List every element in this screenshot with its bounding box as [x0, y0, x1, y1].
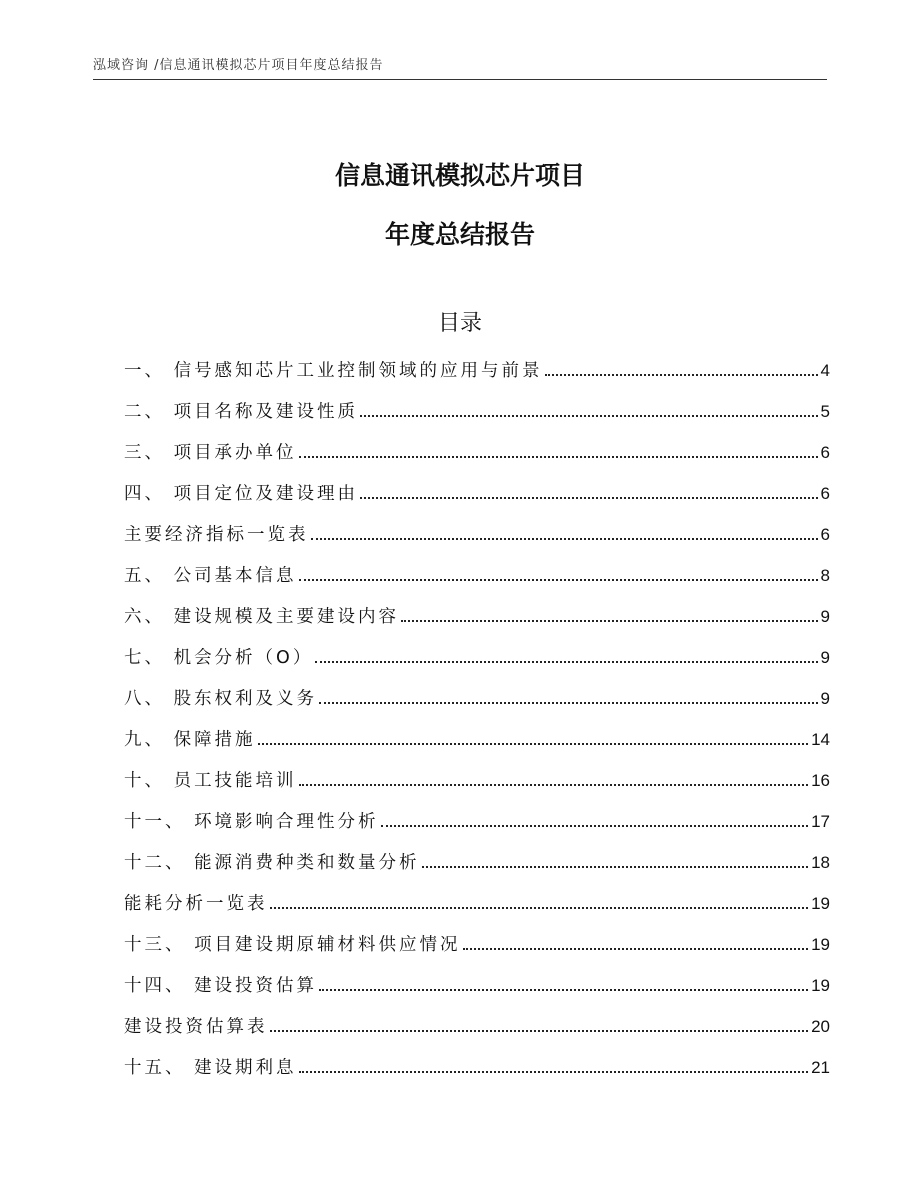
toc-entry-label: 十三、 项目建设期原辅材料供应情况	[124, 935, 461, 955]
toc-entry-label: 八、 股东权利及义务	[124, 689, 318, 709]
toc-entry[interactable]	[124, 356, 830, 397]
toc-entry-label: 十二、 能源消费种类和数量分析	[124, 853, 420, 873]
document-title-line-1: 信息通讯模拟芯片项目	[334, 161, 585, 190]
toc-leader-dots	[422, 866, 809, 868]
toc-entry-label: 七、 机会分析（O）	[124, 648, 314, 668]
toc-leader-dots	[299, 1071, 809, 1073]
toc-entry-page: 6	[820, 443, 830, 462]
toc-leader-dots	[401, 620, 817, 622]
toc-entry[interactable]	[124, 930, 830, 971]
toc-entry-page: 14	[811, 730, 830, 749]
toc-entry-label: 五、 公司基本信息	[124, 566, 297, 586]
toc-entry[interactable]	[124, 971, 830, 1012]
document-title-line-2: 年度总结报告	[384, 220, 535, 249]
toc-entry-label: 十、 员工技能培训	[124, 771, 297, 791]
toc-entry[interactable]	[124, 889, 830, 930]
toc-entry-page: 8	[820, 566, 830, 585]
toc-entry[interactable]	[124, 397, 830, 438]
toc-entry[interactable]	[124, 766, 830, 807]
toc-entry-page: 6	[820, 484, 830, 503]
toc-heading: 目录	[437, 311, 482, 336]
toc-entry-page: 5	[820, 402, 830, 421]
table-of-contents	[124, 356, 830, 1094]
toc-entry[interactable]	[124, 438, 830, 479]
toc-entry-page: 19	[811, 935, 830, 954]
toc-entry[interactable]	[124, 848, 830, 889]
toc-leader-dots	[381, 825, 809, 827]
toc-entry-page: 17	[811, 812, 830, 831]
toc-entry-page: 19	[811, 894, 830, 913]
toc-entry-page: 4	[820, 361, 830, 380]
toc-entry-page: 19	[811, 976, 830, 995]
toc-entry[interactable]	[124, 561, 830, 602]
toc-entry-label: 六、 建设规模及主要建设内容	[124, 607, 400, 627]
toc-leader-dots	[258, 743, 809, 745]
toc-leader-dots	[463, 948, 809, 950]
toc-leader-dots	[319, 702, 817, 704]
toc-leader-dots	[319, 989, 808, 991]
toc-leader-dots	[360, 497, 817, 499]
toc-entry-label: 建设投资估算表	[124, 1017, 268, 1037]
toc-entry-label: 主要经济指标一览表	[124, 525, 309, 545]
toc-entry-label: 二、 项目名称及建设性质	[124, 402, 359, 422]
toc-entry[interactable]	[124, 807, 830, 848]
toc-entry-page: 21	[811, 1058, 830, 1077]
toc-entry-label: 三、 项目承办单位	[124, 443, 297, 463]
toc-entry-page: 16	[811, 771, 830, 790]
toc-leader-dots	[311, 538, 818, 540]
toc-entry[interactable]	[124, 1012, 830, 1053]
toc-entry[interactable]	[124, 725, 830, 766]
toc-entry-page: 9	[820, 607, 830, 626]
toc-entry[interactable]	[124, 684, 830, 725]
toc-leader-dots	[270, 1030, 809, 1032]
running-header: 泓域咨询 /信息通讯模拟芯片项目年度总结报告	[93, 58, 384, 73]
toc-leader-dots	[315, 661, 817, 663]
toc-entry-label: 十四、 建设投资估算	[124, 976, 318, 996]
toc-entry-page: 9	[820, 648, 830, 667]
toc-entry-page: 9	[820, 689, 830, 708]
toc-leader-dots	[299, 456, 818, 458]
toc-entry-label: 能耗分析一览表	[124, 894, 268, 914]
toc-entry[interactable]	[124, 520, 830, 561]
toc-entry-page: 20	[811, 1017, 830, 1036]
toc-entry-label: 九、 保障措施	[124, 730, 256, 750]
toc-entry[interactable]	[124, 602, 830, 643]
toc-entry-page: 18	[811, 853, 830, 872]
toc-leader-dots	[360, 415, 817, 417]
toc-entry-label: 四、 项目定位及建设理由	[124, 484, 359, 504]
toc-entry[interactable]	[124, 479, 830, 520]
toc-entry[interactable]	[124, 643, 830, 684]
header-divider	[93, 79, 827, 80]
toc-entry[interactable]	[124, 1053, 830, 1094]
toc-entry-page: 6	[820, 525, 830, 544]
toc-entry-label: 十五、 建设期利息	[124, 1058, 297, 1078]
toc-leader-dots	[299, 579, 818, 581]
toc-entry-label: 十一、 环境影响合理性分析	[124, 812, 379, 832]
toc-leader-dots	[545, 374, 818, 376]
toc-entry-label: 一、 信号感知芯片工业控制领域的应用与前景	[124, 361, 543, 381]
toc-leader-dots	[270, 907, 809, 909]
toc-leader-dots	[299, 784, 809, 786]
